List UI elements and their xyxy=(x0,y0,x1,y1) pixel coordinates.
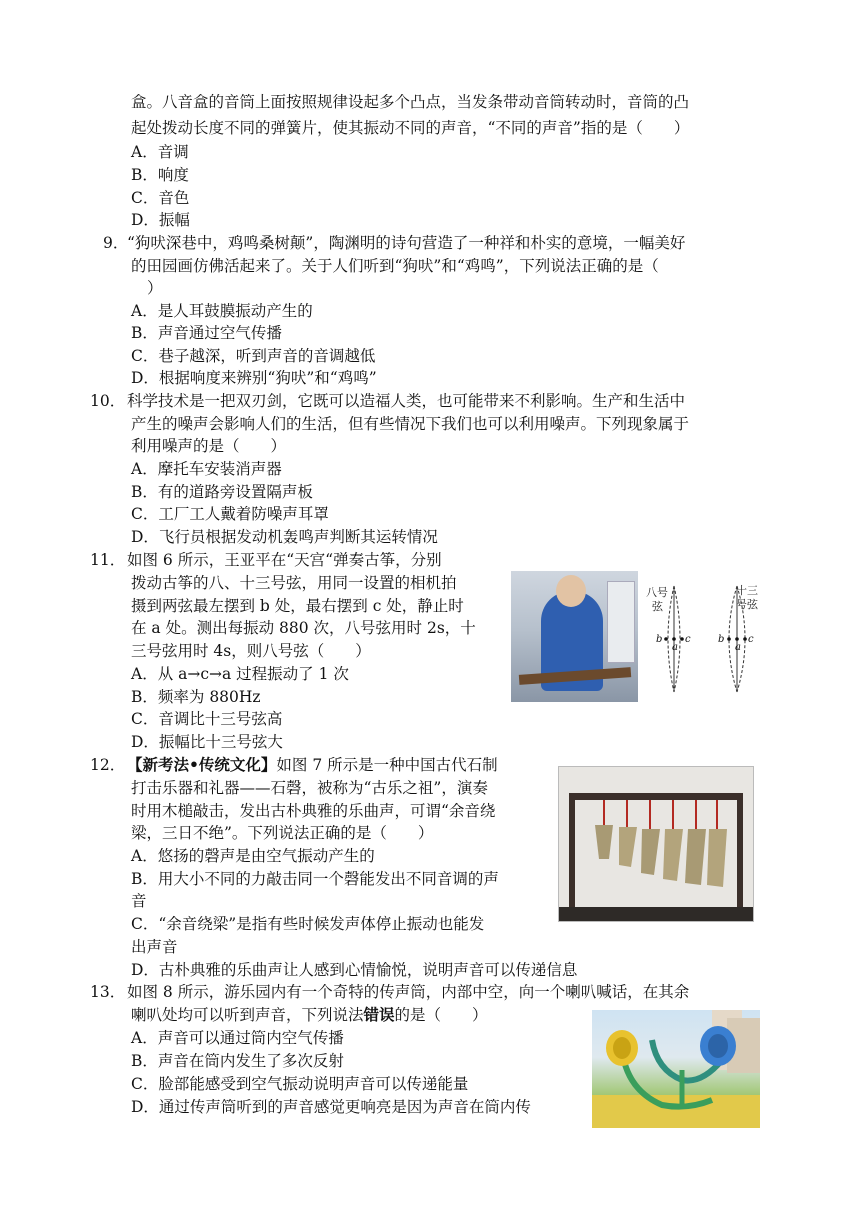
q10-option-b: B．有的道路旁设置隔声板 xyxy=(131,483,313,501)
q12-line4: 梁，三日不绝”。下列说法正确的是（ ） xyxy=(131,824,434,842)
q11-option-a: A．从 a→c→a 过程振动了 1 次 xyxy=(131,665,349,683)
q10-line3: 利用噪声的是（ ） xyxy=(131,437,287,455)
q11-line5: 三号弦用时 4s，则八号弦（ ） xyxy=(131,642,371,660)
q12-option-b-line2: 音 xyxy=(131,892,147,910)
q13-option-c: C．脸部能感受到空气振动说明声音可以传递能量 xyxy=(131,1075,469,1093)
q11-line1: 如图 6 所示，王亚平在“天宫“弹奏古筝，分别 xyxy=(127,551,442,569)
q11-number: 11． xyxy=(90,551,126,569)
string13-b-label: b xyxy=(718,634,725,645)
station-panel xyxy=(607,581,635,663)
string13-label-1: 十三 xyxy=(736,584,758,597)
q12-option-c-line1: C．“余音绕梁”是指有些时候发声体停止振动也能发 xyxy=(131,915,485,933)
q8-option-a: A．音调 xyxy=(131,143,189,161)
string8-label-1: 八号 xyxy=(646,586,668,599)
figure7-stone-chimes xyxy=(558,766,754,922)
string13-point-b xyxy=(727,637,731,641)
q9-line3: ） xyxy=(147,279,163,297)
q9-option-c: C．巷子越深，听到声音的音调越低 xyxy=(131,347,376,365)
q13-line1: 如图 8 所示，游乐园内有一个奇特的传声筒，内部中空，向一个喇叭喊话，在其余 xyxy=(127,983,690,1001)
q9-line2: 的田园画仿佛活起来了。关于人们听到“狗吠”和“鸡鸣”，下列说法正确的是（ xyxy=(131,257,659,275)
string8-point-b xyxy=(664,637,668,641)
q10-line2: 产生的噪声会影响人们的生活，但有些情况下我们也可以利用噪声。下列现象属于 xyxy=(131,415,690,433)
chime-frame-top xyxy=(569,793,743,800)
string13-a-label: a xyxy=(735,642,741,653)
figure6-string-diagram xyxy=(642,580,772,698)
astronaut-head xyxy=(556,575,586,607)
q12-tag: 【新考法•传统文化】 xyxy=(127,755,277,774)
string8-point-c xyxy=(680,637,684,641)
chime-frame-right xyxy=(737,793,743,917)
q10-line1: 科学技术是一把双刃剑，它既可以造福人类，也可能带来不利影响。生产和生活中 xyxy=(127,392,686,410)
q12-number: 12． xyxy=(90,756,126,774)
q11-option-b: B．频率为 880Hz xyxy=(131,688,261,706)
q8-option-d: D．振幅 xyxy=(131,211,190,229)
q10-option-d: D．飞行员根据发动机轰鸣声判断其运转情况 xyxy=(131,528,438,546)
q12-option-b-line1: B．用大小不同的力敲击同一个磬能发出不同音调的声 xyxy=(131,870,499,888)
figure8-speaking-tube xyxy=(592,1010,760,1128)
figure6-photo xyxy=(511,571,638,702)
q12-line3: 时用木槌敲击，发出古朴典雅的乐曲声，可谓“余音绕 xyxy=(131,802,496,820)
q10-number: 10． xyxy=(90,392,126,410)
q11-option-c: C．音调比十三号弦高 xyxy=(131,710,283,728)
q8-option-c: C．音色 xyxy=(131,189,190,207)
q10-option-a: A．摩托车安装消声器 xyxy=(131,460,282,478)
q13-option-a: A．声音可以通过筒内空气传播 xyxy=(131,1029,344,1047)
q13-number: 13． xyxy=(90,983,126,1001)
q12-option-a: A．悠扬的磬声是由空气振动产生的 xyxy=(131,847,375,865)
q9-line1: “狗吠深巷中，鸡鸣桑树颠”，陶渊明的诗句营造了一种祥和朴实的意境，一幅美好 xyxy=(127,234,686,252)
q12-line2: 打击乐器和礼器——石磬，被称为“古乐之祖”，演奏 xyxy=(131,779,488,797)
string13-point-c xyxy=(743,637,747,641)
q11-line2: 拨动古筝的八、十三号弦，用同一设置的相机拍 xyxy=(131,574,457,592)
q11-option-d: D．振幅比十三号弦大 xyxy=(131,733,283,751)
q11-line4: 在 a 处。测出每振动 880 次，八号弦用时 2s，十 xyxy=(131,619,476,637)
q10-option-c: C．工厂工人戴着防噪声耳罩 xyxy=(131,505,329,523)
string13-point-a xyxy=(735,637,739,641)
string13-label-2: 号弦 xyxy=(736,598,758,611)
q9-option-d: D．根据响度来辨别“狗吠”和“鸡鸣” xyxy=(131,369,377,387)
q8-option-b: B．响度 xyxy=(131,166,189,184)
string8-point-a xyxy=(672,637,676,641)
q11-line3: 摄到两弦最左摆到 b 处，最右摆到 c 处，静止时 xyxy=(131,597,464,615)
string8-a-label: a xyxy=(672,642,678,653)
string13-c-label: c xyxy=(748,634,754,645)
q13-option-b: B．声音在筒内发生了多次反射 xyxy=(131,1052,344,1070)
q8-line1: 盒。八音盒的音筒上面按照规律设起多个凸点，当发条带动音筒转动时，音筒的凸 xyxy=(131,93,690,111)
q8-line2: 起处拨动长度不同的弹簧片，使其振动不同的声音，“不同的声音”指的是（ ） xyxy=(131,119,690,137)
q12-option-c-line2: 出声音 xyxy=(131,938,178,956)
q12-line1-rest: 如图 7 所示是一种中国古代石制 xyxy=(276,756,498,774)
q12-line1 xyxy=(127,754,498,776)
q13-line2-pre: 喇叭处均可以听到声音，下列说法 xyxy=(131,1006,364,1024)
q13-line2-post: 的是（ ） xyxy=(394,1006,488,1024)
string8-c-label: c xyxy=(685,634,691,645)
q9-option-b: B．声音通过空气传播 xyxy=(131,324,282,342)
q13-option-d: D．通过传声筒听到的声音感觉更响亮是因为声音在筒内传 xyxy=(131,1098,531,1116)
string8-b-label: b xyxy=(656,634,663,645)
string8-label-2: 弦 xyxy=(652,600,663,613)
q13-line2-bold: 错误 xyxy=(363,1005,395,1024)
q9-number: 9． xyxy=(103,234,129,252)
chime-frame-left xyxy=(569,793,575,917)
q12-option-d: D．古朴典雅的乐曲声让人感到心情愉悦，说明声音可以传递信息 xyxy=(131,961,578,979)
q13-line2 xyxy=(131,1004,488,1026)
q9-option-a: A．是人耳鼓膜振动产生的 xyxy=(131,302,313,320)
